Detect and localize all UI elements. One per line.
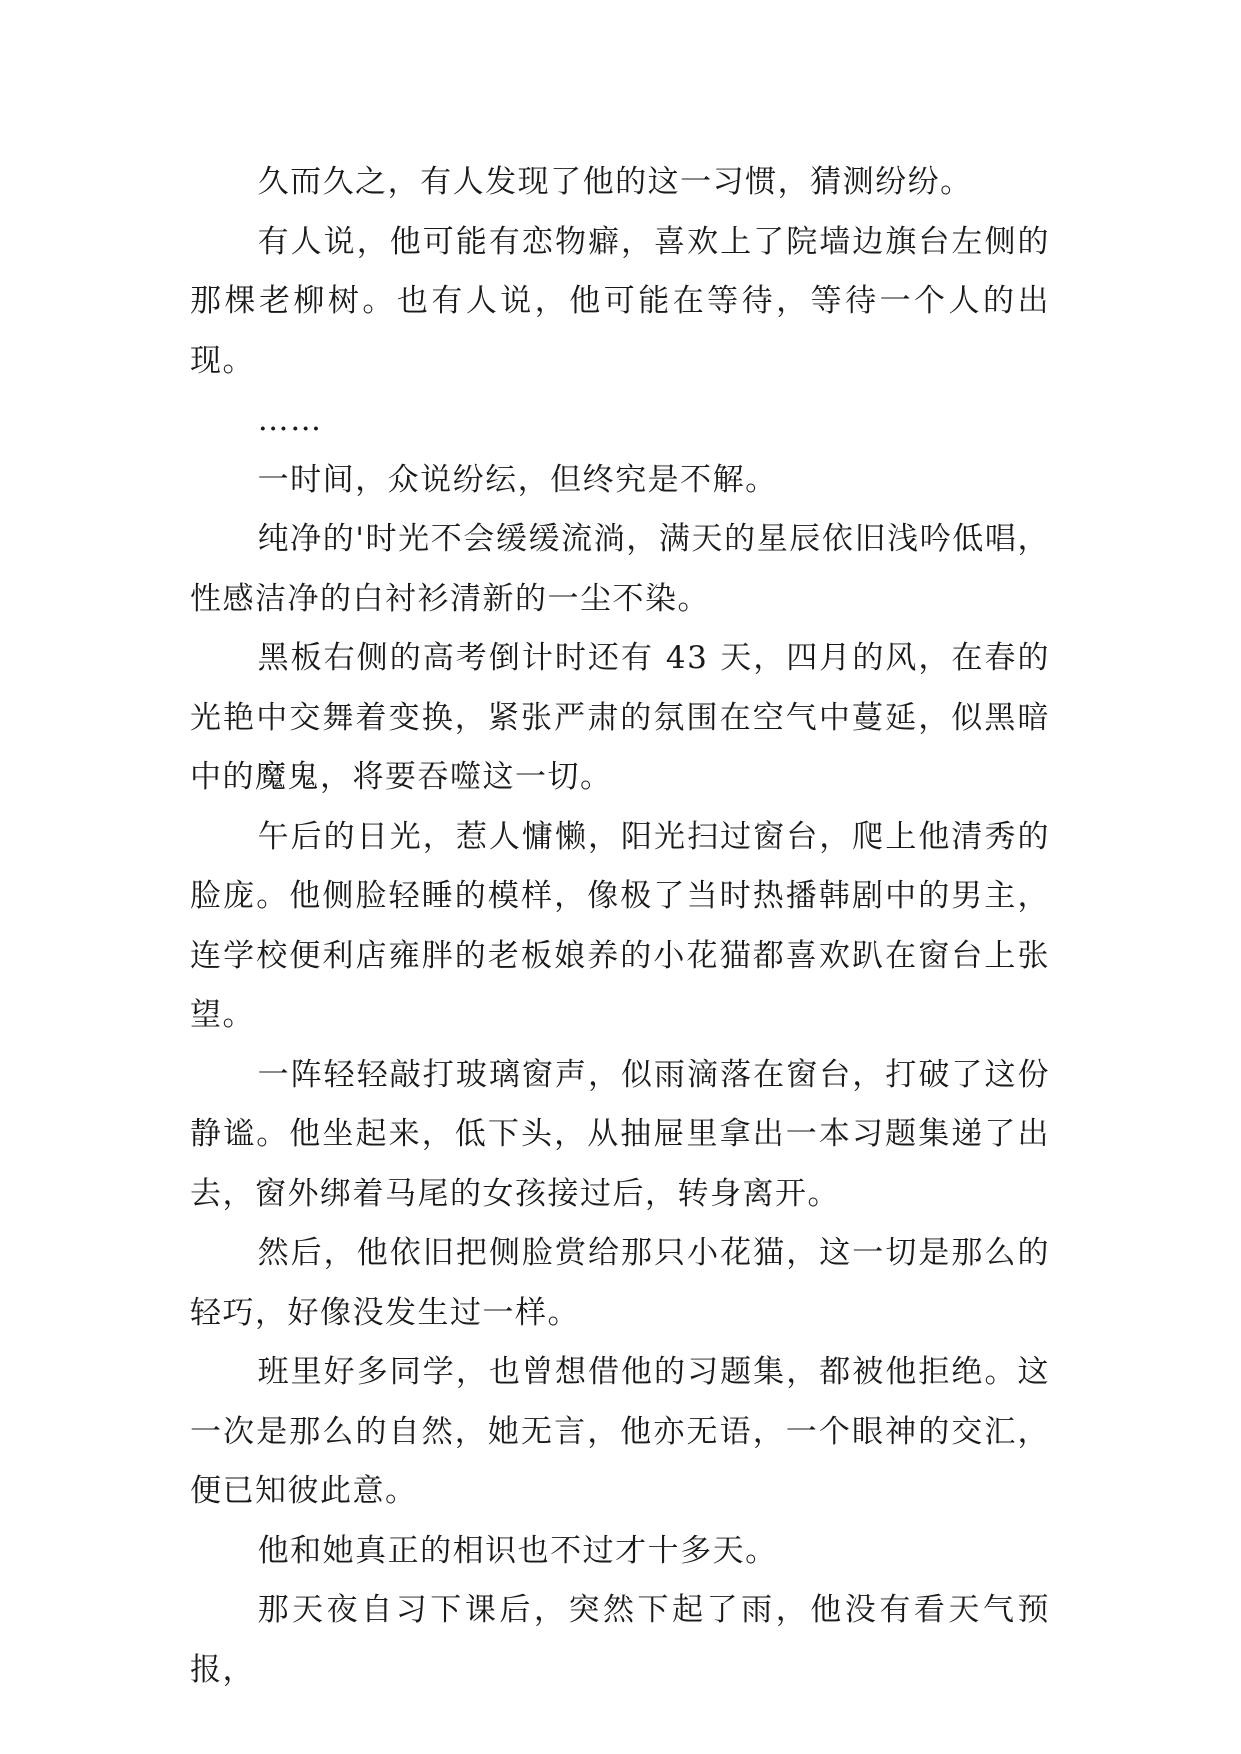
paragraph: 一时间，众说纷纭，但终究是不解。 xyxy=(257,461,778,498)
paragraph: 他和她真正的相识也不过才十多天。 xyxy=(257,1532,778,1569)
paragraph: 午后的日光，惹人慵懒，阳光扫过窗台，爬上他清秀的脸庞。他侧脸轻睡的模样，像极了当时热播韩剧中的男主，连学校便利店雍胖的老板娘养的小花猫都喜欢趴在窗台上张望。 xyxy=(190,818,1050,1033)
paragraph: 班里好多同学，也曾想借他的习题集，都被他拒绝。这一次是那么的自然，她无言，他亦无语，一个眼神的交汇，便已知彼此意。 xyxy=(190,1354,1050,1509)
paragraph-ellipsis: …… xyxy=(257,402,323,438)
document-body xyxy=(190,153,1050,1700)
paragraph: 一阵轻轻敲打玻璃窗声，似雨滴落在窗台，打破了这份静谧。他坐起来，低下头，从抽屉里拿出一本习题集递了出去，窗外绑着马尾的女孩接过后，转身离开。 xyxy=(190,1056,1050,1212)
paragraph: 那天夜自习下课后，突然下起了雨，他没有看天气预报， xyxy=(190,1592,1050,1688)
paragraph: 久而久之，有人发现了他的这一习惯，猜测纷纷。 xyxy=(257,164,973,200)
paragraph: 纯净的'时光不会缓缓流淌，满天的星辰依旧浅吟低唱，性感洁净的白衬衫清新的一尘不染。 xyxy=(190,521,1050,617)
paragraph: 有人说，他可能有恋物癖，喜欢上了院墙边旗台左侧的那棵老柳树。也有人说，他可能在等待，等待一个人的出现。 xyxy=(190,223,1050,379)
paragraph: 然后，他依旧把侧脸赏给那只小花猫，这一切是那么的轻巧，好像没发生过一样。 xyxy=(190,1235,1050,1331)
paragraph: 黑板右侧的高考倒计时还有 43 天，四月的风，在春的光艳中交舞着变换，紧张严肃的氛围在空气中蔓延，似黑暗中的魔鬼，将要吞噬这一切。 xyxy=(190,640,1050,795)
